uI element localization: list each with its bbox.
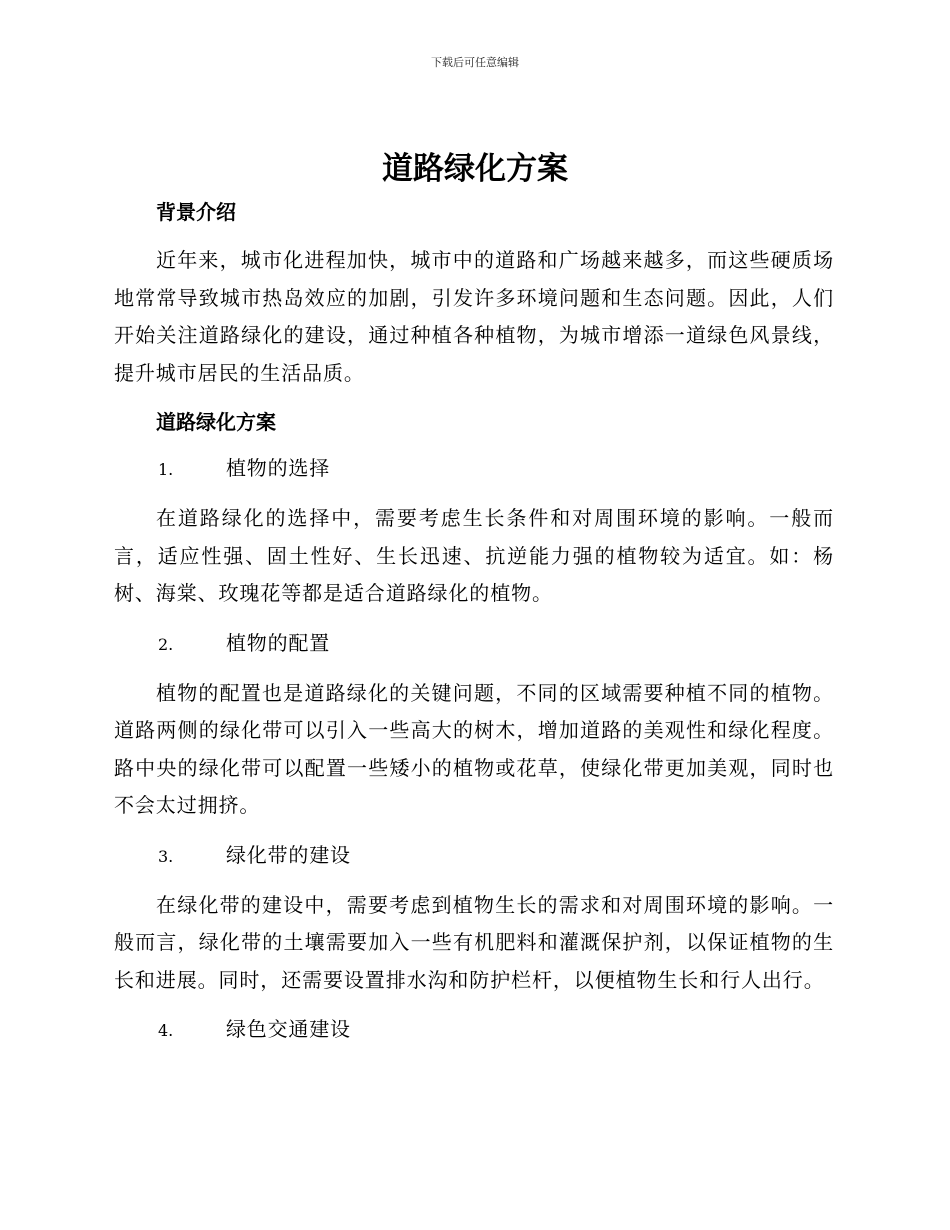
- plant-configuration-paragraph: 植物的配置也是道路绿化的关键问题，不同的区域需要种植不同的植物。道路两侧的绿化带可以引入一些高大的树木，增加道路的美观性和绿化程度。路中央的绿化带可以配置一些矮小的植物或花草，使绿化带更加美观，同时也不会太过拥挤。: [114, 680, 834, 817]
- list-label: 植物的配置: [226, 630, 330, 655]
- list-number: 3.: [158, 846, 174, 866]
- list-item-plant-configuration: [114, 627, 834, 661]
- list-item-greenbelt-construction: [114, 839, 834, 873]
- greenbelt-construction-paragraph: 在绿化带的建设中，需要考虑到植物生长的需求和对周围环境的影响。一般而言，绿化带的土壤需要加入一些有机肥料和灌溉保护剂，以保证植物的生长和进展。同时，还需要设置排水沟和防护栏杆，以便植物生长和行人出行。: [114, 892, 834, 992]
- section-heading-plan: 道路绿化方案: [156, 410, 276, 434]
- list-label: 绿色交通建设: [226, 1017, 351, 1041]
- list-number: 4.: [158, 1021, 174, 1040]
- list-number: 1.: [158, 460, 174, 479]
- section-heading-background: 背景介绍: [156, 200, 236, 224]
- list-number: 2.: [158, 634, 174, 654]
- document-title: 道路绿化方案: [382, 151, 568, 187]
- list-label: 绿化带的建设: [226, 842, 351, 867]
- page-header-note: 下载后可任意编辑: [431, 56, 519, 69]
- plant-selection-paragraph: 在道路绿化的选择中，需要考虑生长条件和对周围环境的影响。一般而言，适应性强、固土性好、生长迅速、抗逆能力强的植物较为适宜。如：杨树、海棠、玫瑰花等都是适合道路绿化的植物。: [114, 506, 834, 605]
- list-item-plant-selection: [114, 452, 834, 486]
- background-paragraph: 近年来，城市化进程加快，城市中的道路和广场越来越多，而这些硬质场地常常导致城市热岛效应的加剧，引发许多环境问题和生态问题。因此，人们开始关注道路绿化的建设，通过种植各种植物，为城市增添一道绿色风景线，提升城市居民的生活品质。: [114, 248, 834, 385]
- list-item-green-transport: [114, 1013, 834, 1047]
- document-body: [114, 196, 834, 1047]
- list-label: 植物的选择: [226, 456, 330, 480]
